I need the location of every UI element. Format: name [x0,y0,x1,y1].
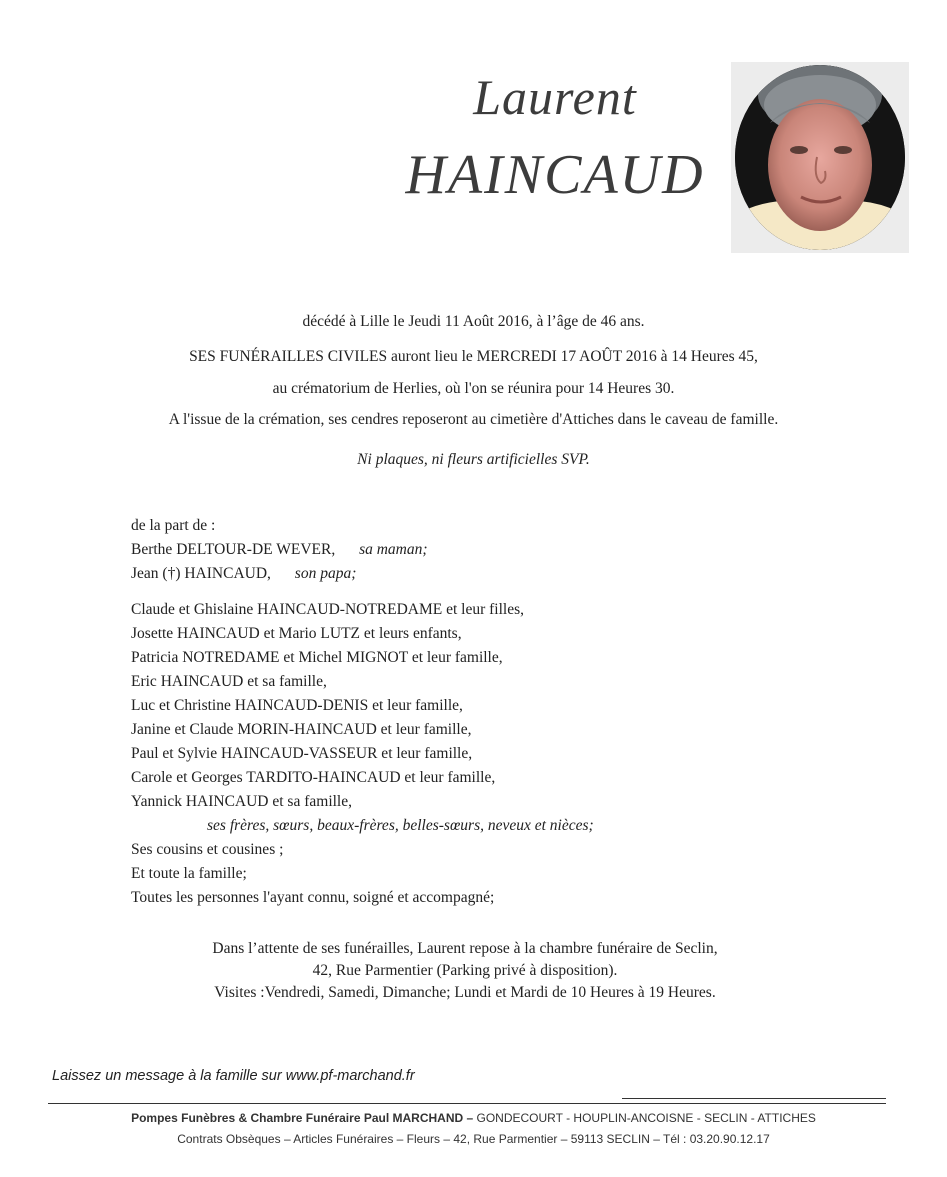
list-item: Carole et Georges TARDITO-HAINCAUD et leur famille, [131,769,496,786]
death-notice-line: décédé à Lille le Jeudi 11 Août 2016, à l’âge de 46 ans. [302,313,645,330]
portrait-image [735,65,905,250]
contact-line: Contrats Obsèques – Articles Funéraires – Fleurs – 42, Rue Parmentier – 59113 SECLIN – Tél : 03.20.90.12.17 [177,1132,770,1146]
family-intro [131,514,428,586]
first-name: Laurent [473,69,637,125]
visitation-line: Dans l’attente de ses funérailles, Laurent repose à la chambre funéraire de Seclin, [212,940,718,957]
parent-father [131,562,428,586]
list-item: Paul et Sylvie HAINCAUD-VASSEUR et leur famille, [131,745,473,762]
list-item: Luc et Christine HAINCAUD-DENIS et leur famille, [131,697,463,714]
parent-relation: son papa; [294,565,357,582]
company-name: Pompes Funèbres & Chambre Funéraire Paul MARCHAND – [131,1111,474,1125]
visitation-address: 42, Rue Parmentier (Parking privé à disposition). [312,962,618,979]
divider-short [622,1098,886,1099]
list-item: Claude et Ghislaine HAINCAUD-NOTREDAME et leur filles, [131,601,525,618]
crematorium-line: au crématorium de Herlies, où l'on se réunira pour 14 Heures 30. [272,380,675,397]
siblings-list [131,598,594,910]
parent-name: Berthe DELTOUR-DE WEVER, [131,541,336,558]
message-link[interactable]: Laissez un message à la famille sur www.pf-marchand.fr [52,1068,415,1084]
portrait-photo [731,62,909,253]
list-item: Yannick HAINCAUD et sa famille, [131,793,352,810]
flowers-note: Ni plaques, ni fleurs artificielles SVP. [357,451,590,468]
parent-mother [131,538,428,562]
list-item: Ses cousins et cousines ; [131,841,284,858]
list-item: Eric HAINCAUD et sa famille, [131,673,327,690]
list-item: Toutes les personnes l'ayant connu, soigné et accompagné; [131,889,495,906]
ashes-line: A l'issue de la crémation, ses cendres reposeront au cimetière d'Attiches dans le caveau de famille. [168,411,779,428]
list-item: Et toute la famille; [131,865,247,882]
intro-label: de la part de : [131,517,216,534]
list-item: Patricia NOTREDAME et Michel MIGNOT et leur famille, [131,649,503,666]
divider [48,1103,886,1104]
parent-relation: sa maman; [359,541,428,558]
siblings-relation: ses frères, sœurs, beaux-frères, belles-sœurs, neveux et nièces; [207,817,594,834]
list-item: Janine et Claude MORIN-HAINCAUD et leur famille, [131,721,472,738]
last-name: HAINCAUD [405,144,705,206]
company-line [0,1111,947,1125]
funeral-date-line: SES FUNÉRAILLES CIVILES auront lieu le MERCREDI 17 AOÛT 2016 à 14 Heures 45, [189,348,758,365]
list-item: Josette HAINCAUD et Mario LUTZ et leurs enfants, [131,625,462,642]
company-locations: GONDECOURT - HOUPLIN-ANCOISNE - SECLIN - ATTICHES [473,1111,816,1125]
visitation-hours: Visites :Vendredi, Samedi, Dimanche; Lundi et Mardi de 10 Heures à 19 Heures. [214,984,716,1001]
parent-name: Jean (†) HAINCAUD, [131,565,271,582]
